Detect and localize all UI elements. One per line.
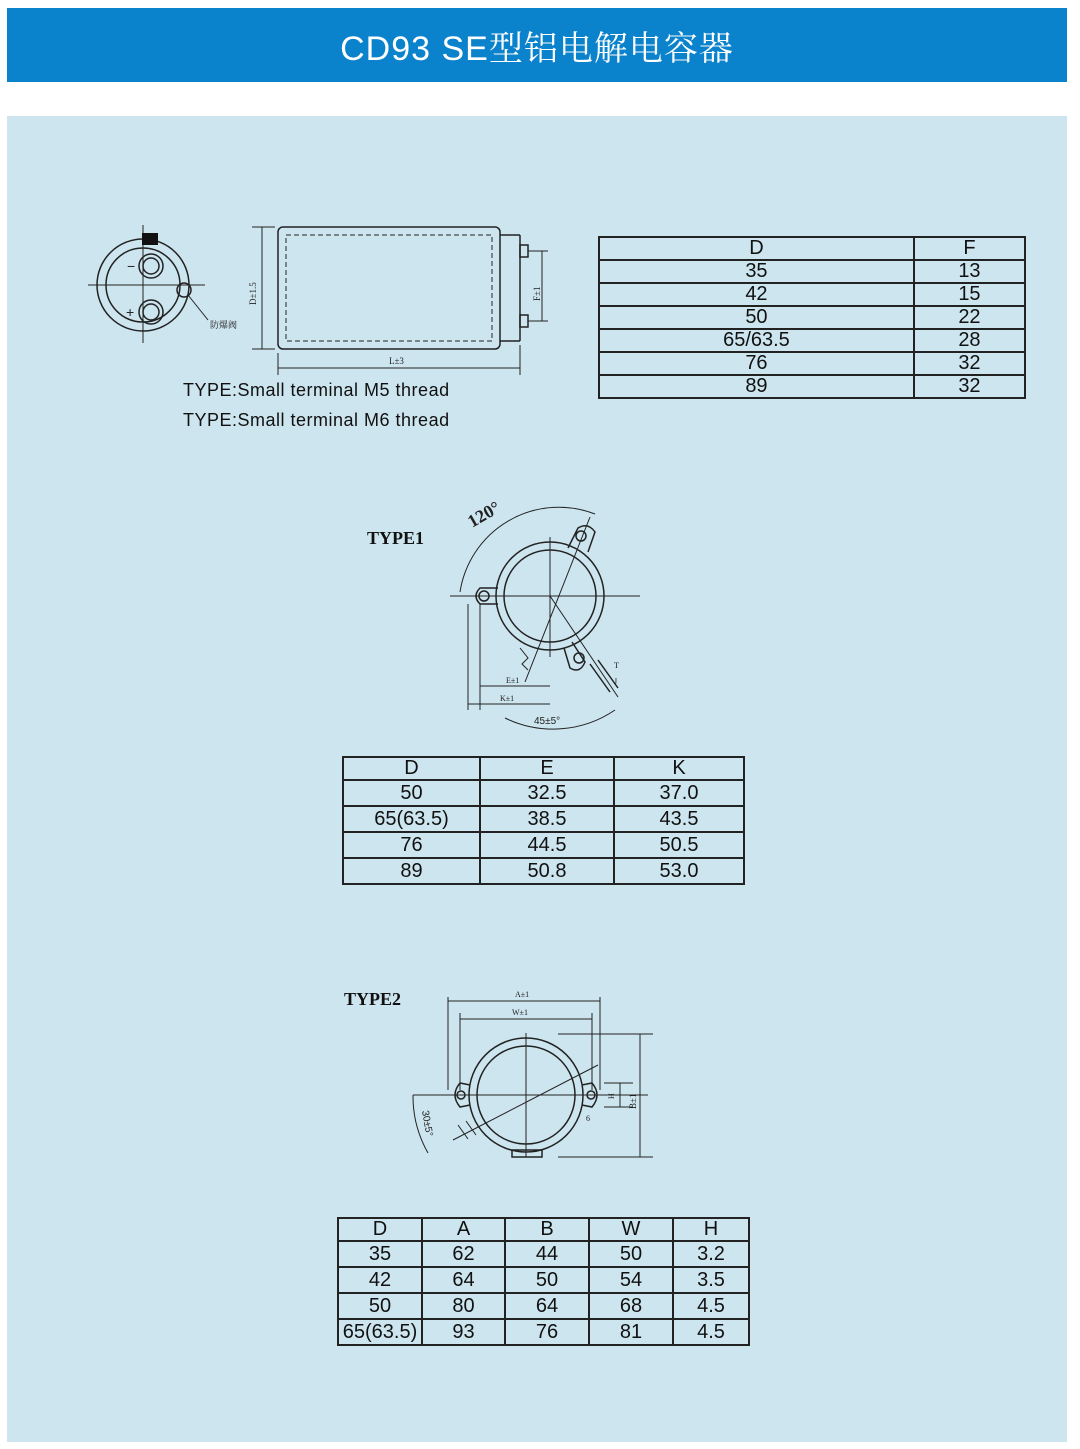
dim-j-label: J — [614, 677, 618, 686]
table-row — [343, 806, 744, 832]
dim-w-label: W±1 — [512, 1008, 528, 1017]
cell-k: 50.5 — [614, 832, 744, 858]
cell-h: 3.2 — [673, 1241, 749, 1267]
header-d: D — [599, 237, 914, 260]
cell-b: 50 — [505, 1267, 589, 1293]
cell-d: 76 — [343, 832, 480, 858]
header-b: B — [505, 1218, 589, 1241]
cell-w: 68 — [589, 1293, 673, 1319]
table-row — [343, 858, 744, 884]
table-row — [343, 780, 744, 806]
cell-b: 76 — [505, 1319, 589, 1345]
header-h: H — [673, 1218, 749, 1241]
cell-d: 65/63.5 — [599, 329, 914, 352]
table-header-row — [599, 237, 1025, 260]
cell-a: 80 — [422, 1293, 505, 1319]
caption-m6: TYPE:Small terminal M6 thread — [183, 410, 450, 430]
cell-e: 38.5 — [480, 806, 614, 832]
dim-f-label: F±1 — [532, 286, 542, 301]
cell-w: 54 — [589, 1267, 673, 1293]
table-header-row — [338, 1218, 749, 1241]
header-d: D — [343, 757, 480, 780]
table-type2 — [337, 1217, 750, 1346]
header-w: W — [589, 1218, 673, 1241]
cell-e: 50.8 — [480, 858, 614, 884]
type2-label: TYPE2 — [344, 989, 402, 1009]
vent-label: 防爆阀 — [210, 321, 238, 331]
type1-label: TYPE1 — [367, 528, 425, 548]
dim-t-label: T — [614, 661, 619, 670]
cell-f: 15 — [914, 283, 1025, 306]
cell-f: 32 — [914, 375, 1025, 398]
cell-b: 44 — [505, 1241, 589, 1267]
cell-k: 53.0 — [614, 858, 744, 884]
table-header-row — [343, 757, 744, 780]
cell-h: 3.5 — [673, 1267, 749, 1293]
header-a: A — [422, 1218, 505, 1241]
table-row — [599, 352, 1025, 375]
plus-sign: + — [126, 304, 135, 320]
capacitor-drawing — [80, 215, 570, 380]
caption-m5: TYPE:Small terminal M5 thread — [183, 380, 450, 400]
header-e: E — [480, 757, 614, 780]
cell-d: 65(63.5) — [343, 806, 480, 832]
cell-e: 44.5 — [480, 832, 614, 858]
table-row — [338, 1267, 749, 1293]
cell-d: 35 — [338, 1241, 422, 1267]
dim-h-label: H — [607, 1093, 616, 1099]
cell-d: 35 — [599, 260, 914, 283]
cell-k: 43.5 — [614, 806, 744, 832]
dim-6-label: 6 — [586, 1114, 590, 1123]
dim-d-label: D±1.5 — [248, 282, 258, 305]
cell-b: 64 — [505, 1293, 589, 1319]
cell-d: 50 — [338, 1293, 422, 1319]
angle-30-label: 30±5° — [419, 1109, 435, 1138]
dim-b-label: B±1 — [628, 1093, 638, 1109]
cell-a: 93 — [422, 1319, 505, 1345]
dim-e-label: E±1 — [506, 676, 520, 685]
header-k: K — [614, 757, 744, 780]
type2-drawing — [408, 985, 658, 1165]
cell-f: 22 — [914, 306, 1025, 329]
table-row — [599, 283, 1025, 306]
cell-d: 42 — [599, 283, 914, 306]
dim-k-label: K±1 — [500, 694, 515, 703]
page-header — [7, 8, 1067, 82]
table-row — [343, 832, 744, 858]
cell-e: 32.5 — [480, 780, 614, 806]
dim-a-label: A±1 — [515, 990, 530, 999]
page-title: CD93 SE型铝电解电容器 — [340, 29, 734, 68]
table-row — [599, 260, 1025, 283]
cell-w: 50 — [589, 1241, 673, 1267]
table-row — [599, 329, 1025, 352]
table-row — [599, 306, 1025, 329]
cell-d: 89 — [599, 375, 914, 398]
cell-h: 4.5 — [673, 1293, 749, 1319]
cell-a: 62 — [422, 1241, 505, 1267]
dim-l-label: L±3 — [389, 356, 404, 366]
cell-f: 32 — [914, 352, 1025, 375]
table-row — [338, 1293, 749, 1319]
cell-d: 50 — [343, 780, 480, 806]
cell-h: 4.5 — [673, 1319, 749, 1345]
cell-f: 13 — [914, 260, 1025, 283]
header-f: F — [914, 237, 1025, 260]
cell-w: 81 — [589, 1319, 673, 1345]
cell-a: 64 — [422, 1267, 505, 1293]
angle-120-label: 120° — [464, 497, 504, 532]
table-row — [599, 375, 1025, 398]
minus-sign: − — [127, 258, 136, 274]
table-row — [338, 1319, 749, 1345]
header-d: D — [338, 1218, 422, 1241]
cell-d: 65(63.5) — [338, 1319, 422, 1345]
type1-drawing — [440, 492, 650, 732]
table-type1 — [342, 756, 745, 885]
cell-d: 42 — [338, 1267, 422, 1293]
table-row — [338, 1241, 749, 1267]
cell-d: 76 — [599, 352, 914, 375]
cell-d: 50 — [599, 306, 914, 329]
cell-k: 37.0 — [614, 780, 744, 806]
cell-d: 89 — [343, 858, 480, 884]
angle-45-label: 45±5° — [534, 716, 561, 727]
table-df — [598, 236, 1026, 399]
cell-f: 28 — [914, 329, 1025, 352]
